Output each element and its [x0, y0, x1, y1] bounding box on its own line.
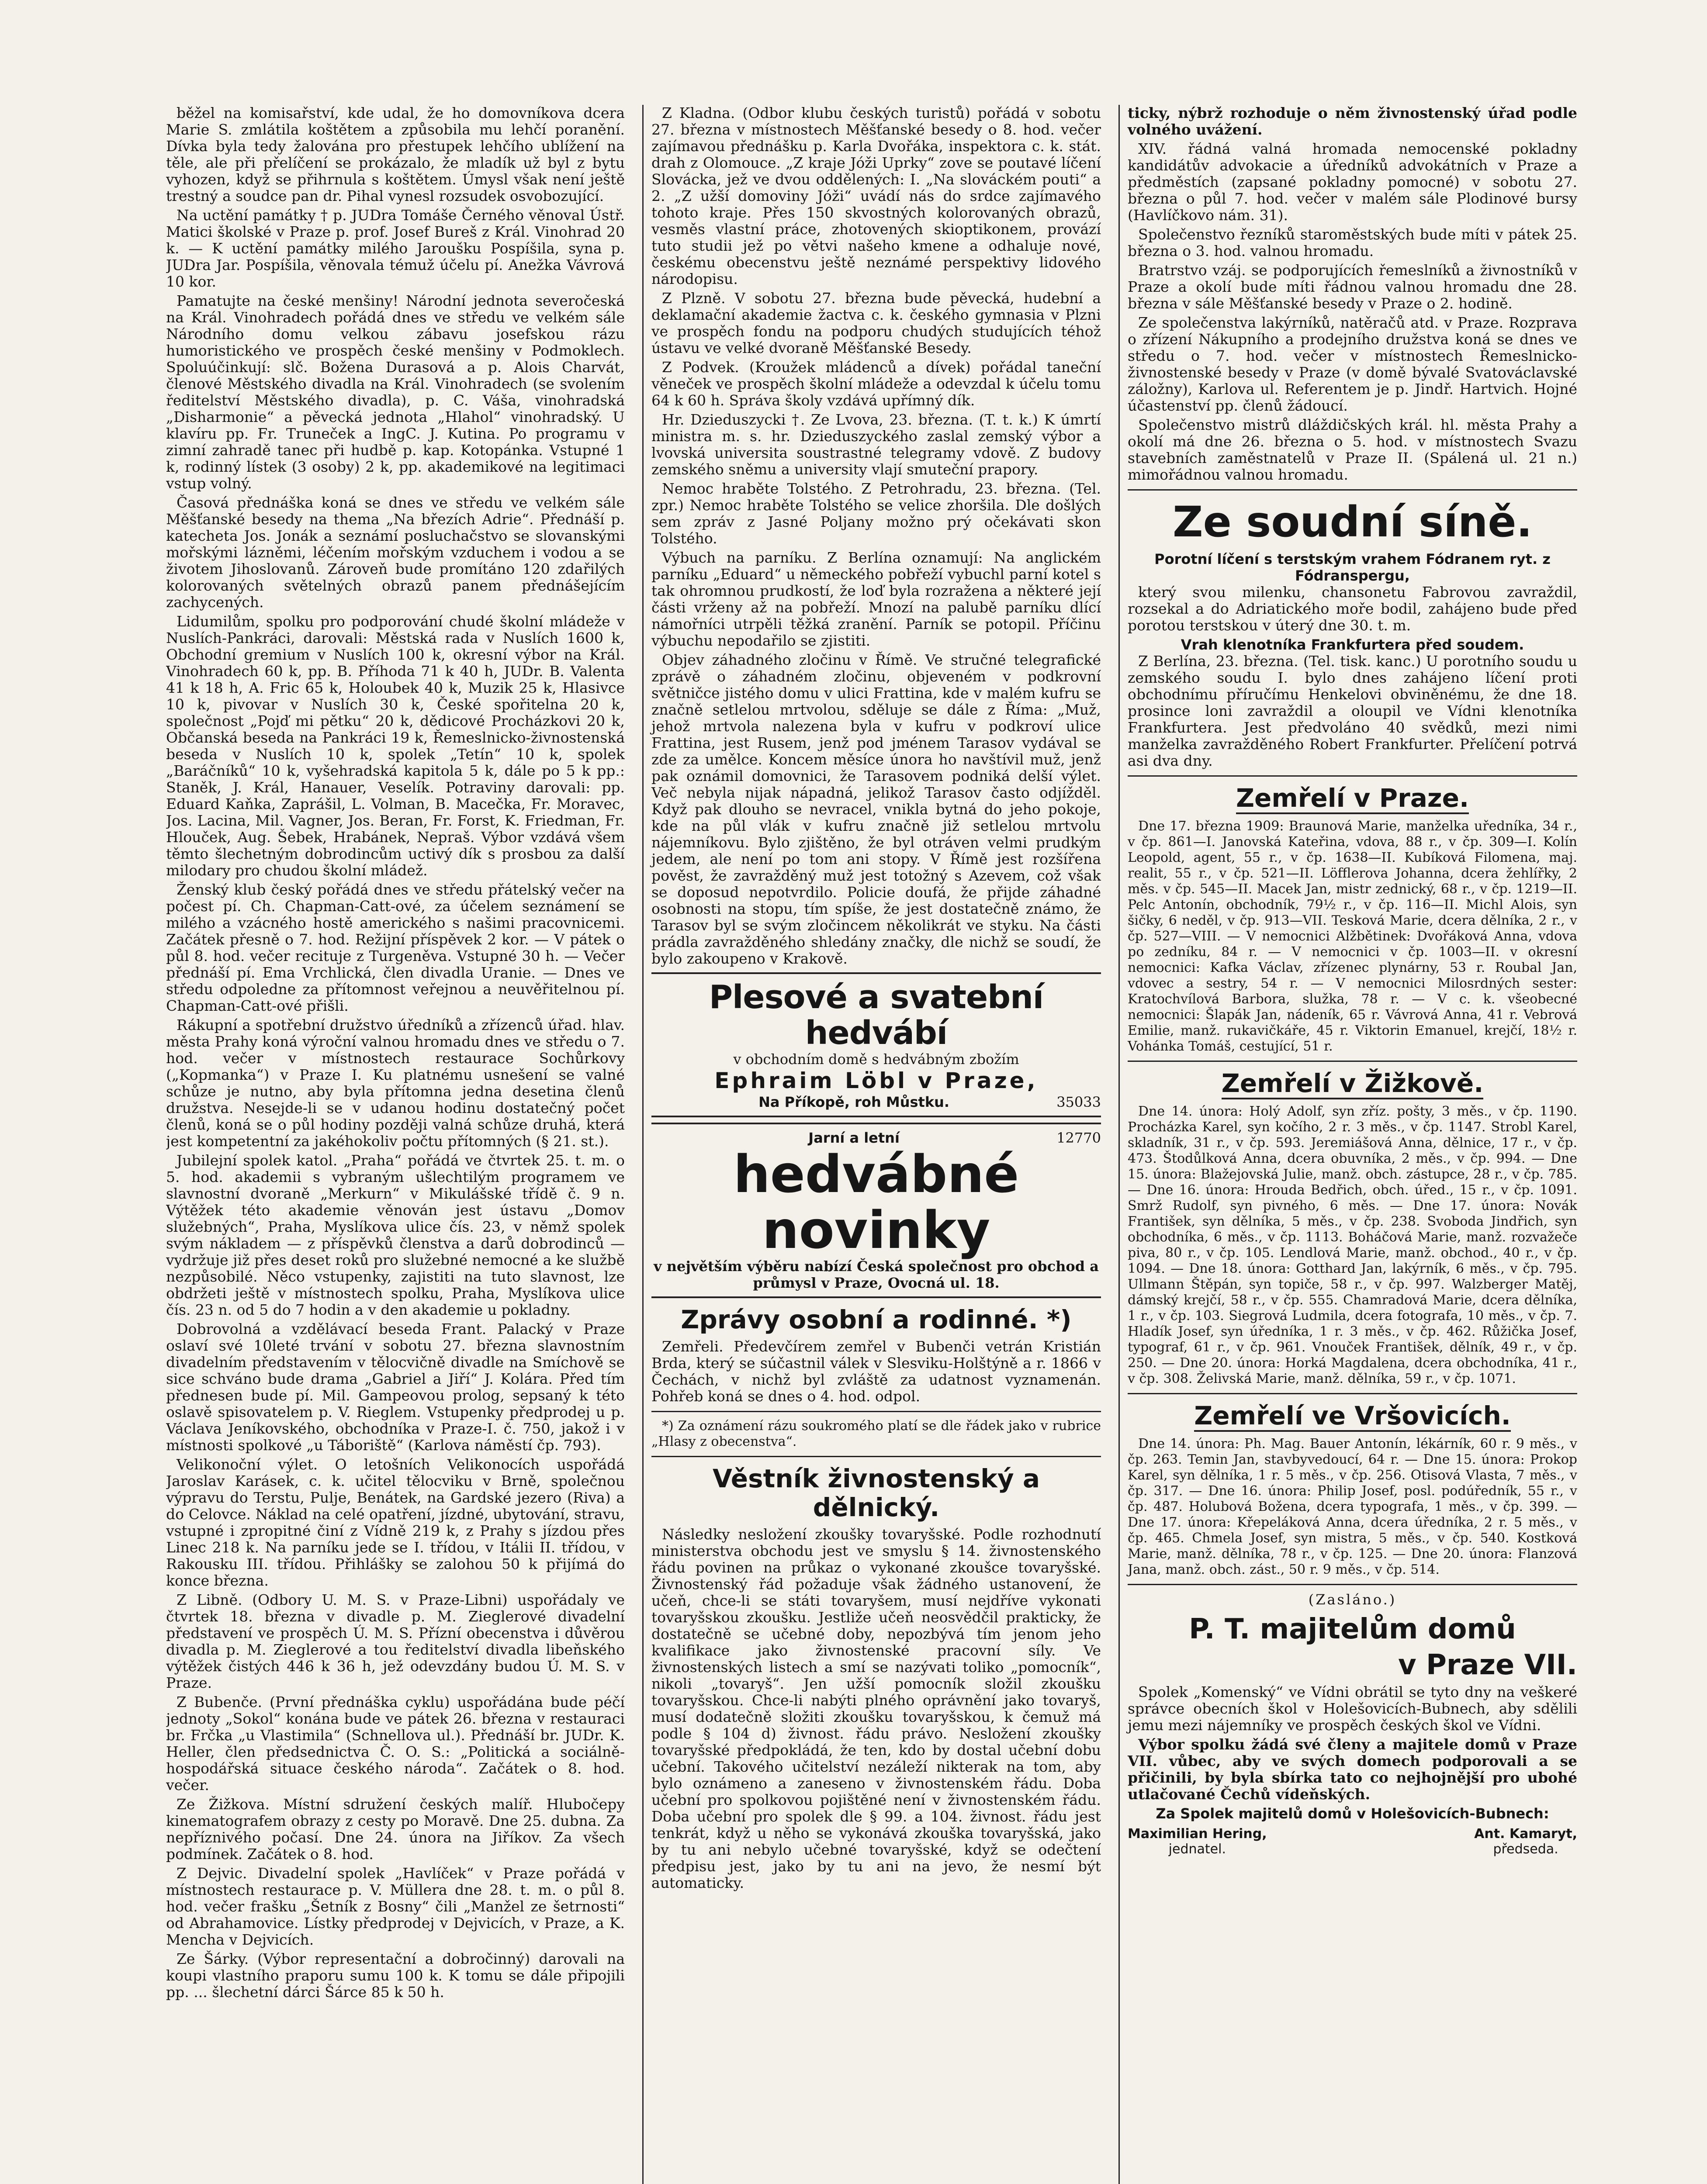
signature-1 — [1128, 1826, 1267, 1857]
divider — [1128, 489, 1577, 491]
article-paragraph: Spolek „Komenský“ ve Vídni obrátil se tyto dny na veškeré správce obecních škol v Holešovicích-Bubnech, aby sdělili jemu mezi nájemníky ve prospěch českých škol ve Vídni. — [1128, 1683, 1577, 1734]
article-paragraph: Na uctění památky † p. JUDra Tomáše Černého věnoval Ústř. Matici školské v Praze p. prof. Josef Bureš z Král. Vinohrad 20 k. — K uctění památky milého Jaroušku Pospíšila, syna p. JUDra Jar. Pospíšila, věnovala témuž účelu pí. Anežka Vávrová 10 kor. — [166, 207, 625, 290]
ad-headline: Plesové a svatební hedvábí — [709, 978, 1044, 1052]
signature-role: jednatel. — [1168, 1842, 1226, 1857]
section-title-text: Zemřelí v Praze. — [1236, 784, 1469, 814]
columns — [166, 105, 1633, 2184]
deaths-list: Dne 17. března 1909: Braunová Marie, manželka uředníka, 34 r., v čp. 861—I. Janovská Kateřina, vdova, 88 r., v čp. 309—I. Kolín Leopold, agent, 55 r., v čp. 1638—II. Kubíková Filomena, maj. realit, 55 r., v čp. 521—II. Löfflerova Johanna, dcera žehlířky, 2 měs. v čp. 545—II. Macek Jan, mistr zednický, 68 r., v čp. 1219—II. Pelc Antonín, obchodník, 79½ r., v čp. 116—II. Michl Alois, syn šičky, 6 neděl, v čp. 913—VII. Tesková Marie, dcera dělníka, 2 r., v čp. 527—VIII. — V nemocnici Alžbětinek: Dvořáková Anna, vdova po zedníku, 84 r. — V nemocnici v čp. 1003—II. v okresní nemocnici: Kafka Václav, zřízenec plynárny, 53 r. Roubal Jan, vdovec a sestry, 54 r. — V nemocnici Milosrdných sester: Kratochvílová Barbora, služka, 78 r. — V c. k. všeobecné nemocnici: Šlapák Jan, nádeník, 65 r. Vávrová Anna, 41 r. Vebrová Emilie, manž. rukavičkáře, 45 r. Viktorin Emanuel, krejčí, 18½ r. Vohánka Tomáš, cestující, 51 r. — [1128, 819, 1577, 1054]
notice-title-1: P. T. majitelům domů — [1189, 1613, 1516, 1645]
ad-headline: hedvábné novinky — [733, 1144, 1019, 1260]
article-paragraph: Výbor spolku žádá své členy a majitele domů v Praze VII. vůbec, aby ve svých domech podporovali a se přičinili, by byla sbírka tato co nejhojnější pro ubohé utlačované Čechů vídeňských. — [1128, 1736, 1577, 1803]
article-paragraph: XIV. řádná valná hromada nemocenské pokladny kandidátův advokacie a úředníků advokátních v Praze a předměstích (zapsané pokladny pomocné) v sobotu 27. března o půl 7. hod. večer v malém sále Plodinové bursy (Havlíčkovo nám. 31). — [1128, 140, 1577, 224]
notice-signoff: Za Spolek majitelů domů v Holešovicích-Bubnech: — [1156, 1805, 1549, 1822]
ad-line: v obchodním domě s hedvábným zbožím — [733, 1051, 1019, 1068]
continued-text: ticky, nýbrž rozhoduje o něm živnostenský úřad podle volného uvážení. — [1128, 105, 1577, 138]
article-paragraph: Z Berlína, 23. března. (Tel. tisk. kanc.) U porotního soudu u zemského soudu I. bylo dnes zahájeno líčení proti obchodnímu příručímu Henkelovi obviněnému, že dne 18. prosince loni zavraždil a oloupil ve Vídni klenotníka Frankfurtera. Jest předvoláno 40 svědků, mezi nimi manželka zavražděného Robert Frankfurter. Přelíčení potrvá asi dva dny. — [1128, 653, 1577, 769]
divider — [651, 1411, 1101, 1412]
article-paragraph: Jubilejní spolek katol. „Praha“ pořádá ve čtvrtek 25. t. m. o 5. hod. akademii s vybraným ušlechtilým programem ve slavnostní dvoraně „Merkurn“ v Mikulášské třídě č. 9 n. Výtěžek této akademie věnován jest ústavu „Domov služebných“, Praha, Myslíkova ulice čís. 23, v němž spolek svým nákladem — z příspěvků členstva a darů dobrodinců — vydržuje již přes deset roků pro služebné nemocné a ke službě nezpůsobilé. Něco vstupenky, zajistiti na tuto slavnost, lze obdržeti ještě v místnostech spolku, Praha, Myslíkova ulice čís. 23 n. od 5 do 7 hodin a v den akademie u pokladny. — [166, 1152, 625, 1318]
article-paragraph: Z Podvek. (Kroužek mládenců a dívek) pořádal taneční věneček ve prospěch školní mládeže a odevzdal k účelu tomu 64 k 60 h. Správa školy vzdává upřímný dík. — [651, 359, 1101, 409]
article-paragraph: Hr. Dzieduszycki †. Ze Lvova, 23. března. (T. t. k.) K úmrtí ministra m. s. hr. Dzieduszyckého zaslal zemský výbor a lvovská universita soustrastné telegramy vdově. Z budovy zemského sněmu a university vlají smuteční prapory. — [651, 411, 1101, 478]
article-paragraph: Zemřeli. Předevčírem zemřel v Bubenči vetrán Kristián Brda, který se súčastnil válek v Slesviku-Holštýně a r. 1866 v Čechách, v nichž byl zvláště za udatnost vyznamenán. Pohřeb koná se dnes o 4. hod. odpol. — [651, 1338, 1101, 1405]
section-title-deaths-prague — [1128, 784, 1577, 814]
divider — [1128, 775, 1577, 777]
ad-address-row — [651, 1094, 1101, 1110]
section-title-text: Zemřelí ve Vršovicích. — [1194, 1401, 1511, 1432]
article-paragraph: Nemoc hraběte Tolstého. Z Petrohradu, 23. března. (Tel. zpr.) Nemoc hraběte Tolstého se velice zhoršila. Dle došlých sem zpráv z Jasné Poljany možno prý očekávati skon Tolstého. — [651, 480, 1101, 547]
deaths-list: Dne 14. února: Ph. Mag. Bauer Antonín, lékárník, 60 r. 9 měs., v čp. 263. Temin Jan, stavbyvedoucí, 64 r. — Dne 15. února: Prokop Karel, syn dělníka, 1 r. 5 měs., v čp. 256. Otisová Vlasta, 7 měs., v čp. 317. — Dne 16. února: Philip Josef, posl. podúředník, 55 r., v čp. 487. Holubová Božena, dcera typografa, 1 měs., v čp. 399. — Dne 17. února: Křepeláková Anna, dcera úředníka, 2 r. 5 měs., v čp. 465. Chmela Josef, syn mistra, 5 měs., v čp. 540. Kostková Marie, manž. dělníka, 78 r., v čp. 125. — Dne 20. února: Flanzová Jana, manž. obch. zást., 50 r. 9 měs., v čp. 514. — [1128, 1436, 1577, 1577]
section-title-trade: Věstník živnostenský a dělnický. — [713, 1464, 1040, 1522]
article-paragraph: Bratrstvo vzáj. se podporujících řemeslníků a živnostníků v Praze a okolí bude míti řádnou valnou hromadu dne 28. března v sále Měšťanské besedy v Praze o 2. hodině. — [1128, 262, 1577, 312]
column-3 — [1118, 105, 1577, 2184]
divider — [1128, 1061, 1577, 1062]
ad-topline: Jarní a letní — [808, 1130, 900, 1146]
court-headline-2: Vrah klenotníka Frankfurtera před soudem. — [1181, 636, 1524, 653]
ad-firm: Ephraim Löbl v Praze, — [714, 1068, 1038, 1093]
section-title-text: Zemřelí v Žižkově. — [1222, 1069, 1483, 1099]
article-paragraph: Z Bubenče. (První přednáška cyklu) uspořádána bude péčí jednoty „Sokol“ konána bude ve pátek 26. března v restauraci br. Frčka „u Vlastimila“ (Schnellova ul.). Přednáší br. JUDr. K. Heller, člen předsednictva Č. O. S.: „Politická a sociálně-hospodářská situace českého národa“. Začátek o 8. hod. večer. — [166, 1693, 625, 1794]
article-paragraph: Následky nesložení zkoušky tovaryšské. Podle rozhodnutí ministerstva obchodu jest ve smyslu § 14. živnostenského řádu povinen na průkaz o vykonané zkoušce tovaryšské. Živnostenský řád požaduje však žádného ustanovení, že učeň, chce-li se státi tovaryšem, musí nejdříve vykonati tovaryšskou zkoušku. Jestliže učeň neosvědčil prakticky, že dostatečně se učebné doby, nepozbývá tím jenom jeho kvalifikace jako živnostenské pracovní síly. Ve živnostenských listech a smí se nazývati toliko „pomocník“, nikoli „tovaryš“. Jen užší pomocník složil zkoušku tovaryšskou. Chce-li nabýti plného oprávnění jako tovaryš, musí dodatečně složiti zkoušku tovaryšskou, k čemuž má podle § 104 d) živnost. řádu právo. Nesložení zkoušky tovaryšské předpokládá, že ten, kdo by dostal učební dobu učební. Takového učitelství nezáleží nikterak na tom, aby bylo oznámeno a zaneseno v živnostenském řádu. Doba učební pro spolkovou pojištěné není v živnostenském řádu. Doba učební pro spolek dle § 99. a 104. živnost. řádu jest tenkrát, když u něho se vykonává zkouška tovaryšská, jako by tu ani nebylo učebné tovaryšské, když se odečtení předpisu jest, jako by tu ani na jevo, že nesmí být automaticky. — [651, 1526, 1101, 1891]
article-paragraph: Ze Žižkova. Místní sdružení českých malíř. Hlubočepy kinematografem obrazy z cesty po Moravě. Dne 25. dubna. Za nepříznivého počasí. Dne 24. února na Jiříkov. Za všech podmínek. Začátek o 8. hod. — [166, 1796, 625, 1863]
article-paragraph: Ze společenstva lakýrníků, natěračů atd. v Praze. Rozprava o zřízení Nákupního a prodejního družstva koná se dnes ve středu o 7. hod. večer v místnostech Řemeslnicko-živnostenské besedy v Praze (v domě bývalé Svatováclavské záložny), Karlova ul. Referentem je p. Jindř. Hartvich. Hojné účastenství pp. členů žádoucí. — [1128, 314, 1577, 414]
ad-subline: v největším výběru nabízí Česká společnost pro obchod a průmysl v Praze, Ovocná ul. 18. — [654, 1258, 1099, 1291]
advertisement-silk-novelties — [651, 1123, 1101, 1298]
divider — [651, 1456, 1101, 1457]
column-1 — [166, 105, 625, 2184]
column-2 — [642, 105, 1101, 2184]
divider — [1128, 1584, 1577, 1585]
section-title-personal: Zprávy osobní a rodinné. *) — [681, 1305, 1072, 1334]
article-paragraph: Z Plzně. V sobotu 27. března bude pěvecká, hudební a deklamační akademie žactva c. k. českého gymnasia v Plzni ve prospěch fondu na podporu chudých studujících téhož ústavu ve velké dvoraně Měšťanské Besedy. — [651, 290, 1101, 356]
article-paragraph: Dobrovolná a vzdělávací beseda Frant. Palacký v Praze oslaví své 10leté trvání v sobotu 27. března slavnostním divadelním představením v tělocvičně divadle na Smíchově se sice schváno bude drama „Gabriel a Jiří“ J. Kolára. Před tím přednesen bude pí. Mil. Gampeovou prolog, sepsaný k této oslavě spisovatelem p. V. Rieglem. Vstupenky předprodej u p. Václava Jeníkovského, obchodníka v Praze-I. č. 750, jakož i v místnosti spolkové „u Táboriště“ (Karlova náměstí čp. 793). — [166, 1320, 625, 1454]
section-title-deaths-vrsovice — [1128, 1401, 1577, 1432]
article-paragraph: Ze Šárky. (Výbor representační a dobročinný) darovali na koupi vlastního praporu sumu 100 k. K tomu se dále připojili pp. ... šlechetní dárci Šárce 85 k 50 h. — [166, 1950, 625, 2001]
article-paragraph: který svou milenku, chansonetu Fabrovou zavraždil, rozsekal a do Adriatického moře bodil, zahájeno bude před porotou terstskou v úterý dne 30. t. m. — [1128, 584, 1577, 634]
article-paragraph: Společenstvo mistrů dláždičských král. hl. města Prahy a okolí má dne 26. března o 5. hod. v místnostech Svazu stavebních zaměstnatelů v Praze II. (Spálená ul. 21 n.) mimořádnou valnou hromadu. — [1128, 416, 1577, 483]
ad-address: Na Příkopě, roh Můstku. — [758, 1094, 950, 1110]
signatures — [1128, 1826, 1577, 1857]
article-paragraph: Ženský klub český pořádá dnes ve středu přátelský večer na počest pí. Ch. Chapman-Catt-ové, za účelem seznámení se milého a vzácného hostě amerického s našimi pracovnicemi. Začátek přesně o 7. hod. Režijní příspěvek 2 kor. — V pátek o půl 8. hod. večer recituje z Turgeněva. Vstupné 30 h. — Večer přednáší pí. Ema Vrchlická, člen divadla Uranie. — Dnes ve středu odpoledne za přítomnost veřejnou a neuvěřitelnou pí. Chapman-Catt-ové přišli. — [166, 881, 625, 1014]
article-paragraph: Pamatujte na české menšiny! Národní jednota severočeská na Král. Vinohradech pořádá dnes ve středu ve velkém sále Národního domu velkou zábavu josefskou rázu humoristického ve prospěch české menšiny v Podmoklech. Spoluúčinkují: slč. Božena Durasová a p. Alois Charvát, členové Městského divadla na Král. Vinohradech (se svolením ředitelství Městského divadla), p. C. Váša, vinohradská „Disharmonie“ a pěvecká jednota „Hlahol“ vinohradský. U klavíru pp. Fr. Truneček a IngC. J. Kutina. Po programu v zimní zahradě tanec při hudbě p. kap. Kotopánka. Vstupné 1 k, rodinný lístek (3 osoby) 2 k, pp. akademikové na legitimaci vstup volný. — [166, 292, 625, 492]
article-paragraph: Z Dejvic. Divadelní spolek „Havlíček“ v Praze pořádá v místnostech restaurace p. V. Müllera dne 28. t. m. o půl 8. hod. večer frašku „Šetník z Bosny“ čili „Manžel ze šetrnosti“ od Abrahamovice. Lístky předprodej v Dejvicích, v Praze, a K. Mencha v Dejvicích. — [166, 1865, 625, 1948]
signature-name: Maximilian Hering, — [1128, 1826, 1267, 1842]
article-paragraph: Lidumilům, spolku pro podporování chudé školní mládeže v Nuslích-Pankráci, darovali: Městská rada v Nuslích 1600 k, Obchodní gremium v Nuslích 100 k, okresní výbor na Král. Vinohradech 60 k, pp. B. Příhoda 71 k 40 h, JUDr. B. Valenta 41 k 18 h, A. Fric 65 k, Holoubek 40 k, Muzik 25 k, Hlasivce 10 k, pivovar v Nuslích 30 k, České spořitelna 20 k, společnost „Pojď mi pětku“ 20 k, dědicové Procházkovi 20 k, Občanská beseda na Pankráci 19 k, Řemeslnicko-živnostenská beseda v Nuslích 10 k, spolek „Tetín“ 10 k, spolek „Baráčníků“ 10 k, vyšehradská kapitola 5 k, dále po 5 k pp.: Staněk, J. Král, Hanauer, Veselík. Potraviny darovali: pp. Eduard Kaňka, Zaprášil, L. Volman, B. Macečka, Fr. Moravec, Jos. Lacina, Mil. Vagner, Jos. Beran, Fr. Forst, K. Friedman, Fr. Hlouček, Aug. Šebek, Hrabánek, Nepraš. Výbor vzdává všem těmto šlechetným dobrodincům uctivý dík s prosbou za další milodary pro chudou školní mládež. — [166, 613, 625, 879]
article-paragraph: Rákupní a spotřební družstvo úředníků a zřízenců úřad. hlav. města Prahy koná výroční valnou hromadu dnes ve středu o 7. hod. večer v místnostech restaurace Sochůrkovy („Kopmanka“) v Praze I. Ku platnému usnešení se valné schůze je nutno, aby byla přítomna jedna desetina členů družstva. Nesejde-li se v udanou hodinu dostatečný počet členů, koná se o půl hodiny později valná schůze druhá, která jest kompetentní za jakéhokoliv počtu přítomných (§ 21. st.). — [166, 1016, 625, 1150]
article-paragraph: Z Kladna. (Odbor klubu českých turistů) pořádá v sobotu 27. března v místnostech Měšťanské besedy o 8. hod. večer zajímavou přednášku p. Karla Dvořáka, inspektora c. k. stát. drah z Olomouce. „Z kraje Jóži Uprky“ zove se poutavé líčení Slovácka, jež ve dvou oddělených: I. „Na slováckém pouti“ a 2. „Z užší domoviny Jóži“ uvádí nás do srdce zajímavého tohoto kraje. Přes 150 skvostných kolorovaných obrazů, vesměs vlastní práce, zhotovených skioptikonem, provází tuto studii jež po větvi našeho kmene a odhaluje nové, českému obecenstvu ještě neznámé perspektivy lidového národopisu. — [651, 105, 1101, 287]
article-paragraph: běžel na komisařství, kde udal, že ho domovníkova dcera Marie S. zmlátila koštětem a způsobila mu lehčí poranění. Dívka byla tedy žalována pro přestupek lehčího ublížení na těle, ale při přelíčení se prokázalo, že mladík už byl z bytu vyhozen, když se přihrnula s koštětem. Úmysl však není ještě trestný a soudce pan dr. Pihal vynesl rozsudek osvobozující. — [166, 105, 625, 204]
article-paragraph: Časová přednáška koná se dnes ve středu ve velkém sále Měšťanské besedy na thema „Na březích Adrie“. Přednáší p. katecheta Jos. Jonák a seznámí posluchačstvo se slovanskými mořskými lázněmi, léčením mořským vzduchem i vodou a se životem Jihoslovanů. Zároveň bude promítáno 120 zdařilých kolorovaných světelných obrazů panem přednášejícím zachycených. — [166, 494, 625, 611]
article-paragraph: Společenstvo řezníků staroměstských bude míti v pátek 25. března o 3. hod. valnou hromadu. — [1128, 226, 1577, 259]
article-paragraph: Z Libně. (Odbory U. M. S. v Praze-Libni) uspořádaly ve čtvrtek 18. března v divadle p. M. Zieglerové divadelní představení ve prospěch Ú. M. S. Přízní obecenstva i důvěrou divadla p. M. Zieglerové a tou ředitelství divadla libeňského výtěžek čistých 446 k 36 h, jež odevzdány budou Ú. M. S. v Praze. — [166, 1591, 625, 1691]
article-paragraph: Výbuch na parníku. Z Berlína oznamují: Na anglickém parníku „Eduard“ u německého pobřeží vybuchl parní kotel s tak ohromnou prudkostí, že loď byla rozražena a některé její části vrženy až na pobřeží. Mnozí na palubě parníku dlící námořníci utrpěli těžká zranění. Parník se potopil. Příčinu výbuchu nepodařilo se zjistiti. — [651, 549, 1101, 649]
section-title-court: Ze soudní síně. — [1173, 498, 1532, 546]
notice-title-2: v Praze VII. — [1398, 1649, 1577, 1681]
ad-ref: 35033 — [1056, 1094, 1101, 1110]
section-title-deaths-zizkov — [1128, 1069, 1577, 1099]
advertisement-silk-lobl — [651, 972, 1101, 1117]
signature-2 — [1474, 1826, 1577, 1857]
signature-name: Ant. Kamaryt, — [1474, 1826, 1577, 1842]
article-paragraph: Velikonoční výlet. O letošních Velikonocích uspořádá Jaroslav Karásek, c. k. učitel tělocviku v Brně, společnou výpravu do Terstu, Pulje, Benátek, na Gardské jezero (Riva) a do Celovce. Náklad na celé opatření, jízdné, ubytování, stravu, vstupné i zpropitné činí z Vídně 219 k, z Prahy s jízdou přes Linec 218 k. Na parníku jede se I. třídou, v Itálii II. třídou, v Rakousku III. třídou. Přihlášky se zalohou 50 k přijímá do konce března. — [166, 1456, 625, 1589]
court-headline-1: Porotní líčení s terstským vrahem Fódranem ryt. z Fódranspergu, — [1154, 551, 1551, 584]
ad-ref: 12770 — [1056, 1130, 1101, 1146]
article-paragraph: Objev záhadného zločinu v Římě. Ve stručné telegrafické zprávě o záhadném zločinu, objeveném v podkrovní světničce jistého domu v ulici Frattina, kde v malém kufru se značně setlelou mrtvolou, sděluje se dále z Říma: „Muž, jehož mrtvola nalezena byla v kufru v podkroví ulice Frattina, jest Rusem, jenž pod jménem Tarasov vydával se zde za umělce. Koncem měsíce února ho navštívil muž, jenž pak oznámil domovnici, že Tarasovem podniká delší výlet. Več nebyla nijak nápadná, jelikož Tarasov často odjížděl. Když pak dlouho se nevracel, vnikla bytná do jeho pokoje, kde na půl vlák v kufru značně již setlelou mrtvolu nájemníkovu. Bylo zjištěno, že byl otráven velmi prudkým jedem, ale není po tom ani stopy. V Římě jest rozšířena pověst, že zavražděný muž jest totožný s Azevem, což však se doposud nepotvrdilo. Policie doufá, že přijde záhadné osobnosti na stopu, tím spíše, že jest dostatečně známo, že Tarasov byl se svým zločincem několikrát ve styku. Na části prádla zavražděného shledány značky, dle nichž se soudí, že bylo zakoupeno v Krakově. — [651, 651, 1101, 967]
footnote: *) Za oznámení rázu soukromého platí se dle řádek jako v rubrice „Hlasy z obecenstva“. — [651, 1418, 1101, 1449]
deaths-list: Dne 14. února: Holý Adolf, syn zříz. pošty, 3 měs., v čp. 1190. Procházka Karel, syn kočího, 2 r. 3 měs., v čp. 1147. Strobl Karel, skladník, 31 r., v čp. 593. Jeremiášová Anna, dělnice, 17 r., v čp. 473. Štodůlková Anna, dcera obuvníka, 2 měs., v čp. 994. — Dne 15. února: Blažejovská Julie, manž. obch. zástupce, 28 r., v čp. 785. — Dne 16. února: Hrouda Bedřich, obch. úřed., 15 r., v čp. 1091. Smrž Rudolf, syn pivného, 6 měs. — Dne 17. února: Novák František, syn dělníka, 5 měs., v čp. 238. Svoboda Jindřich, syn obchodníka, 6 měs., v čp. 1113. Boháčová Marie, manž. rozvažeče piva, 80 r., v čp. 105. Lendlová Marie, manž. obchod., 40 r., v čp. 1094. — Dne 18. února: Gotthard Jan, lakýrník, 6 měs., v čp. 795. Ullmann Štěpán, syn topiče, 58 r., v čp. 997. Walzberger Matěj, dámský krejčí, 58 r., v čp. 555. Chamradová Marie, dcera dělníka, 1 r., v čp. 103. Siegrová Ludmila, dcera fotografa, 10 měs., v čp. 7. Hladík Josef, syn úředníka, 1 r. 3 měs., v čp. 462. Růžička Josef, typograf, 61 r., v čp. 961. Vnouček František, dělník, 49 r., v čp. 250. — Dne 20. února: Horká Magdalena, dcera obchodníka, 41 r., v čp. 308. Želivská Marie, manž. dělníka, 59 r., v čp. 1071. — [1128, 1104, 1577, 1386]
divider — [1128, 1393, 1577, 1394]
signature-role: předseda. — [1493, 1842, 1558, 1857]
notice-label: (Zasláno.) — [1308, 1591, 1397, 1608]
